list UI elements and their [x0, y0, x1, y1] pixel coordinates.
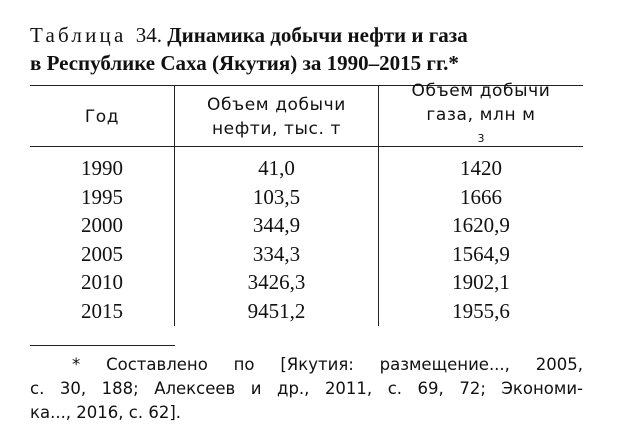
cell-year: 2000 — [81, 213, 123, 238]
footnote-line1: * Составлено по [Якутия: размещение..., 2005, — [72, 355, 583, 374]
cell-year: 2010 — [81, 270, 123, 295]
table-row — [30, 183, 583, 212]
header-oil-line2: нефти, тыс. т — [211, 119, 342, 139]
header-gas-superscript: 3 — [477, 131, 485, 145]
header-gas-line1: Объем добычи — [411, 80, 551, 101]
table-row — [30, 268, 583, 297]
cell-gas: 1420 — [460, 156, 502, 180]
cell-gas: 1955,6 — [452, 298, 510, 323]
table-row — [30, 240, 583, 269]
footnote-rule — [30, 345, 175, 346]
cell-year: 2015 — [81, 298, 123, 323]
footnote-line3: ка..., 2016, с. 62]. — [30, 403, 182, 422]
header-gas — [379, 80, 583, 145]
cell-oil: 334,3 — [252, 241, 301, 266]
header-year-label: Год — [84, 107, 120, 127]
table-caption — [30, 21, 590, 77]
caption-label: Таблица — [30, 23, 127, 47]
header-gas-line2 — [412, 103, 551, 156]
caption-title-line1: Динамика добычи нефти и газа — [167, 23, 468, 47]
footnote — [30, 353, 583, 425]
cell-oil: 9451,2 — [247, 298, 306, 323]
cell-oil: 3426,3 — [247, 270, 306, 295]
cell-year: 1990 — [81, 156, 123, 180]
cell-oil: 344,9 — [252, 213, 301, 238]
cell-gas: 1620,9 — [452, 213, 510, 238]
header-oil — [175, 90, 378, 144]
table-row — [30, 211, 583, 240]
table-row — [30, 154, 583, 183]
caption-number: 34. — [135, 23, 162, 47]
caption-title-line2: в Республике Саха (Якутия) за 1990–2015 гг.* — [30, 51, 459, 75]
cell-gas: 1564,9 — [452, 241, 510, 266]
header-oil-line1: Объем добычи — [207, 95, 346, 115]
table-row — [30, 297, 583, 326]
cell-gas: 1902,1 — [452, 270, 510, 295]
footnote-line2: с. 30, 188; Алексеев и др., 2011, с. 69, 72; Экономи- — [30, 379, 583, 398]
header-year — [30, 90, 174, 144]
header-gas-line2-text: газа, млн м — [426, 104, 536, 125]
cell-year: 1995 — [81, 184, 123, 209]
cell-oil: 103,5 — [252, 184, 301, 209]
cell-gas: 1666 — [460, 184, 502, 209]
table-body — [30, 154, 583, 326]
cell-oil: 41,0 — [258, 156, 295, 180]
cell-year: 2005 — [81, 241, 123, 266]
